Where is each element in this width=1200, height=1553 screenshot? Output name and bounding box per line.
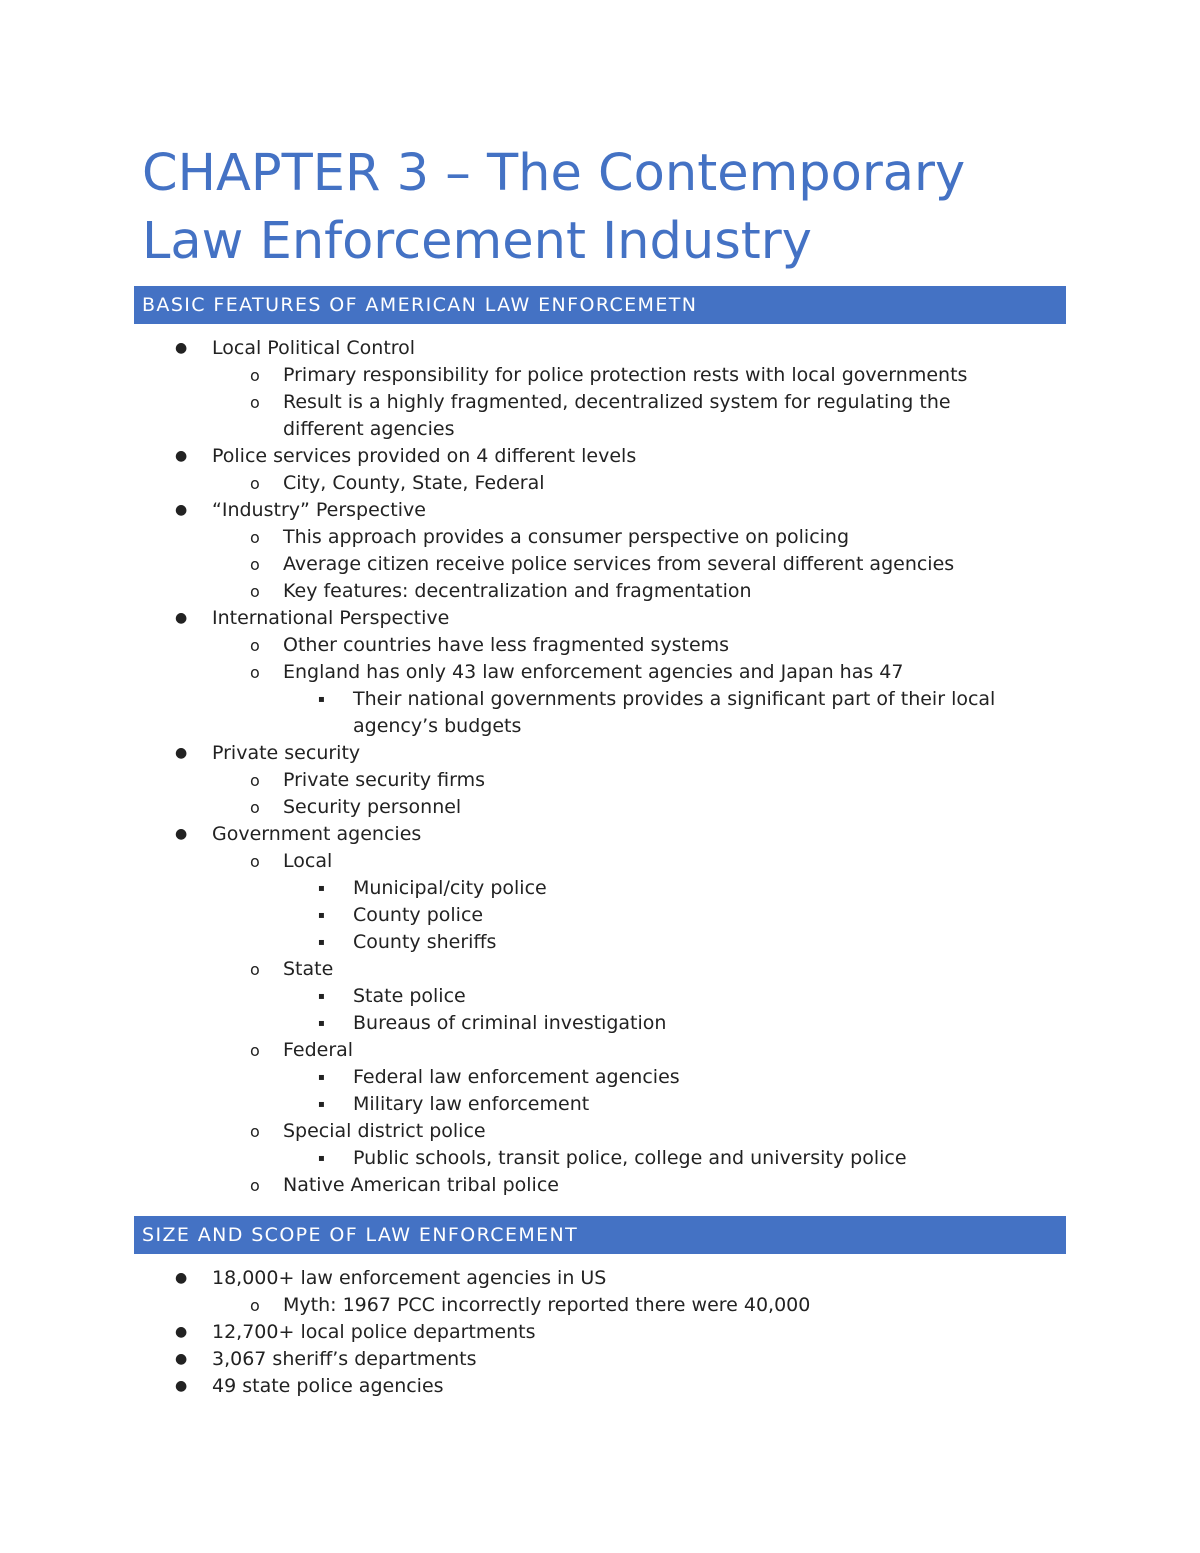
list-item-text: Special district police [283,1120,486,1142]
list-item-text: International Perspective [212,607,450,629]
list-item [0,551,1200,578]
list-item-text: 3,067 sheriff’s departments [212,1348,477,1370]
list-item-text: 18,000+ law enforcement agencies in US [212,1267,607,1289]
list-item [0,1292,1200,1319]
list-item-text: Native American tribal police [283,1174,559,1196]
list-item-text: Key features: decentralization and fragmentation [283,580,752,602]
list-item [0,1319,1200,1346]
list-item-text: Private security [212,742,361,764]
list-item-text: “Industry” Perspective [212,499,426,521]
list-item [0,956,1200,983]
bullet-level-1-icon: ● [175,1378,188,1394]
list-item-text: County police [353,904,484,926]
list-item-text: Military law enforcement [353,1093,590,1115]
list-item-text: Other countries have less fragmented systems [283,634,730,656]
list-item [0,1172,1200,1199]
section-header-size-scope: SIZE AND SCOPE OF LAW ENFORCEMENT [134,1216,1066,1254]
list-item-text: State police [353,985,466,1007]
bullet-level-2-icon: o [250,582,260,601]
list-item [0,605,1200,632]
bullet-level-2-icon: o [250,1041,260,1060]
list-item-text: Security personnel [283,796,462,818]
list-item-text: Result is a highly fragmented, decentralized system for regulating the different agencies [283,391,951,440]
basic-features-list [0,335,1200,1199]
bullet-level-3-icon: ▪ [318,1099,325,1110]
bullet-level-1-icon: ● [175,1351,188,1367]
list-item [0,767,1200,794]
list-item-text: Government agencies [212,823,422,845]
section-header-basic-features: BASIC FEATURES OF AMERICAN LAW ENFORCEMETN [134,286,1066,324]
list-item [0,794,1200,821]
list-item [0,1010,1200,1037]
list-item-text: Their national governments provides a significant part of their local agency’s budgets [353,688,996,737]
list-item-text: State [283,958,334,980]
list-item [0,362,1200,389]
bullet-level-2-icon: o [250,960,260,979]
list-item [0,389,1200,443]
bullet-level-1-icon: ● [175,826,188,842]
bullet-level-2-icon: o [250,663,260,682]
list-item [0,821,1200,848]
list-item-text: Average citizen receive police services from several different agencies [283,553,955,575]
list-item-text: This approach provides a consumer perspective on policing [283,526,850,548]
list-item-text: England has only 43 law enforcement agencies and Japan has 47 [283,661,904,683]
list-item [0,1145,1200,1172]
list-item [0,1373,1200,1400]
page-title [142,140,1072,276]
list-item [0,740,1200,767]
bullet-level-3-icon: ▪ [318,937,325,948]
list-item [0,524,1200,551]
bullet-level-3-icon: ▪ [318,1072,325,1083]
list-item [0,848,1200,875]
bullet-level-1-icon: ● [175,448,188,464]
bullet-level-1-icon: ● [175,502,188,518]
list-item [0,1265,1200,1292]
list-item [0,335,1200,362]
bullet-level-2-icon: o [250,555,260,574]
bullet-level-3-icon: ▪ [318,910,325,921]
list-item-text: Public schools, transit police, college and university police [353,1147,907,1169]
list-item [0,1346,1200,1373]
bullet-level-2-icon: o [250,474,260,493]
list-item [0,659,1200,686]
list-item [0,1064,1200,1091]
bullet-level-2-icon: o [250,1122,260,1141]
bullet-level-2-icon: o [250,366,260,385]
list-item [0,1037,1200,1064]
bullet-level-3-icon: ▪ [318,1018,325,1029]
list-item-text: County sheriffs [353,931,497,953]
list-item-text: Municipal/city police [353,877,547,899]
page-title-line-2: Law Enforcement Industry [142,212,812,271]
list-item-text: 49 state police agencies [212,1375,444,1397]
list-item-text: Local Political Control [212,337,416,359]
list-item-text: Bureaus of criminal investigation [353,1012,667,1034]
bullet-level-1-icon: ● [175,745,188,761]
page-title-line-1: CHAPTER 3 – The Contemporary [142,144,966,203]
list-item-text: 12,700+ local police departments [212,1321,536,1343]
bullet-level-1-icon: ● [175,340,188,356]
bullet-level-2-icon: o [250,528,260,547]
list-item [0,929,1200,956]
list-item [0,686,1200,740]
list-item [0,1118,1200,1145]
list-item [0,1091,1200,1118]
bullet-level-2-icon: o [250,1176,260,1195]
list-item-text: Private security firms [283,769,486,791]
list-item-text: Primary responsibility for police protection rests with local governments [283,364,968,386]
list-item [0,443,1200,470]
bullet-level-2-icon: o [250,1296,260,1315]
list-item-text: City, County, State, Federal [283,472,545,494]
size-scope-list [0,1265,1200,1400]
bullet-level-2-icon: o [250,771,260,790]
list-item [0,983,1200,1010]
list-item-text: Police services provided on 4 different levels [212,445,637,467]
bullet-level-3-icon: ▪ [318,1153,325,1164]
bullet-level-2-icon: o [250,636,260,655]
bullet-level-1-icon: ● [175,1324,188,1340]
list-item [0,632,1200,659]
list-item-text: Myth: 1967 PCC incorrectly reported there were 40,000 [283,1294,811,1316]
bullet-level-2-icon: o [250,393,260,412]
bullet-level-2-icon: o [250,798,260,817]
list-item-text: Federal [283,1039,354,1061]
bullet-level-1-icon: ● [175,1270,188,1286]
list-item [0,497,1200,524]
bullet-level-3-icon: ▪ [318,694,325,705]
bullet-level-2-icon: o [250,852,260,871]
bullet-level-1-icon: ● [175,610,188,626]
list-item [0,875,1200,902]
bullet-level-3-icon: ▪ [318,991,325,1002]
list-item-text: Local [283,850,333,872]
bullet-level-3-icon: ▪ [318,883,325,894]
list-item-text: Federal law enforcement agencies [353,1066,680,1088]
list-item [0,470,1200,497]
list-item [0,578,1200,605]
list-item [0,902,1200,929]
